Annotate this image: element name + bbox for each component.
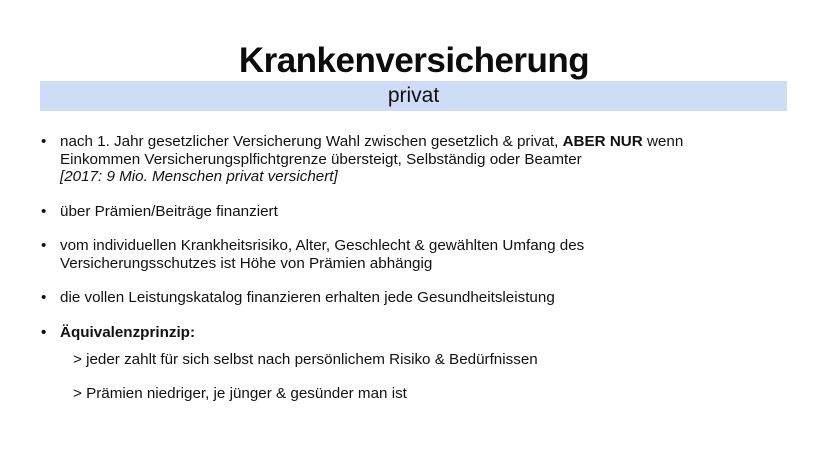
- bullet-text-line: Versicherungsschutzes ist Höhe von Prämien abhängig: [60, 254, 433, 272]
- slide-subtitle: privat: [387, 84, 440, 107]
- subpoint-alter: > Prämien niedriger, je jünger & gesünder man ist: [73, 385, 407, 402]
- bullet-dot: •: [41, 202, 47, 220]
- slide-title: Krankenversicherung: [238, 41, 590, 80]
- subpoint-risiko: > jeder zahlt für sich selbst nach persönlichem Risiko & Bedürfnissen: [73, 351, 538, 368]
- bullet-text: die vollen Leistungskatalog finanzieren erhalten jede Gesundheitsleistung: [60, 289, 555, 306]
- bullet-text-line: vom individuellen Krankheitsrisiko, Alter, Geschlecht & gewählten Umfang des: [60, 237, 585, 254]
- bullet-item-finanzierung: [40, 203, 800, 221]
- bullet-text: nach 1. Jahr gesetzlicher Versicherung Wahl zwischen gesetzlich & privat,: [60, 133, 563, 150]
- bullet-note: [2017: 9 Mio. Menschen privat versichert]: [60, 168, 338, 185]
- bullet-dot: •: [41, 323, 47, 341]
- bullet-text-line: Einkommen Versicherungsplfichtgrenze übersteigt, Selbständig oder Beamter: [60, 150, 582, 168]
- bullet-item-wahl: [40, 133, 800, 186]
- bullet-dot: •: [41, 133, 47, 150]
- bullet-item-leistungskatalog: [40, 289, 800, 307]
- bullet-list: [40, 133, 800, 358]
- bullet-dot: •: [41, 237, 47, 254]
- bullet-dot: •: [41, 289, 47, 306]
- bullet-text-line: [60, 133, 800, 151]
- bullet-text: über Prämien/Beiträge finanziert: [60, 202, 278, 220]
- bullet-item-aequivalenzprinzip: [40, 324, 800, 342]
- bullet-text: wenn: [642, 133, 684, 150]
- subtitle-bar: [40, 81, 787, 111]
- bullet-item-praemien: [40, 237, 800, 272]
- bullet-emphasis: ABER NUR: [562, 133, 643, 150]
- bullet-heading: Äquivalenzprinzip:: [60, 323, 196, 341]
